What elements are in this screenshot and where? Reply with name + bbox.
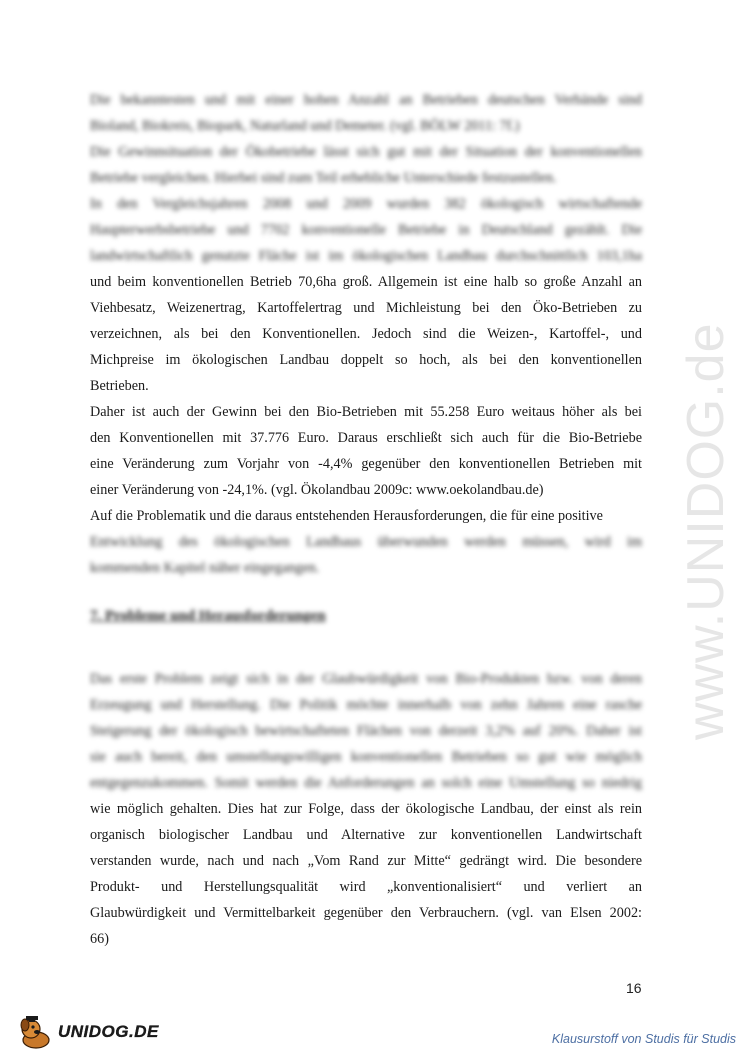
text-line: Daher ist auch der Gewinn bei den Bio-Betrieben mit 55.258 Euro weitaus höher als bei [90, 404, 642, 420]
paragraph-1 [90, 269, 642, 399]
section-heading: 7. Probleme und Herausforderungen [90, 608, 326, 624]
text-line: Haupterwerbsbetriebe und 7702 konventionelle Betriebe in Deutschland gezählt. Die [90, 222, 642, 238]
text-line: einer Veränderung von -24,1%. (vgl. Ökolandbau 2009c: www.oekolandbau.de) [90, 482, 544, 498]
paragraph-3 [90, 796, 642, 952]
text-line: Entwicklung des ökologischen Landbaus überwunden werden müssen, wird im [90, 534, 642, 550]
text-line: entgegenzukommen. Somit werden die Anforderungen an solch eine Umstellung so niedrig [90, 775, 642, 791]
footer-slogan: Klausurstoff von Studis für Studis [551, 1032, 736, 1046]
text-line: Bioland, Biokreis, Biopark, Naturland und Demeter. (vgl. BÖLW 2011: 7f.) [90, 118, 520, 134]
text-line: Die bekanntesten und mit einer hohen Anzahl an Betrieben deutschen Verbände sind [90, 92, 642, 108]
dog-mascot-icon [16, 1016, 56, 1050]
page-number: 16 [626, 980, 642, 996]
text-line: Das erste Problem zeigt sich in der Glaubwürdigkeit von Bio-Produkten bzw. von deren [90, 671, 642, 687]
text-line: wie möglich gehalten. Dies hat zur Folge, dass der ökologische Landbau, der einst als rein [90, 801, 642, 817]
text-line: Glaubwürdigkeit und Vermittelbarkeit gegenüber den Verbrauchern. (vgl. van Elsen 2002: [90, 905, 642, 921]
text-line: organisch biologischer Landbau und Alternative zur konventionellen Landwirtschaft [90, 827, 642, 843]
text-line: In den Vergleichsjahren 2008 und 2009 wurden 382 ökologisch wirtschaftende [90, 196, 642, 212]
paragraph-2 [90, 399, 642, 529]
text-line: landwirtschaftlich genutzte Fläche ist im ökologischen Landbau durchschnittlich 103,1ha [90, 248, 642, 264]
text-line: verstanden wurde, nach und nach „Vom Rand zur Mitte“ gedrängt wird. Die besondere [90, 853, 642, 869]
logo-text: UNIDOG.DE [58, 1022, 159, 1041]
text-line: sie auch bereit, den umstellungswilligen konventionellen Betrieben so gut wie möglich [90, 749, 642, 765]
blurred-lower-block [90, 666, 642, 796]
text-line: eine Veränderung zum Vorjahr von -4,4% gegenüber den konventionellen Betrieben mit [90, 456, 642, 472]
text-line: Michpreise im ökologischen Landbau doppelt so hoch, als bei den konventionellen [90, 352, 642, 368]
unidog-logo [16, 1016, 159, 1050]
text-line: Auf die Problematik und die daraus entstehenden Herausforderungen, die für eine positive [90, 508, 603, 524]
text-line: Steigerung der ökologisch bewirtschafteten Flächen von derzeit 3,2% auf 20%. Daher ist [90, 723, 642, 739]
text-line: 66) [90, 931, 109, 947]
text-line: den Konventionellen mit 37.776 Euro. Daraus erschließt sich auch für die Bio-Betriebe [90, 430, 642, 446]
text-line: Erzeugung und Herstellung. Die Politik möchte innerhalb von zehn Jahren eine rasche [90, 697, 642, 713]
text-line: und beim konventionellen Betrieb 70,6ha groß. Allgemein ist eine halb so große Anzahl an [90, 274, 642, 290]
text-line: Betriebe vergleichen. Hierbei sind zum Teil erhebliche Unterschiede festzustellen. [90, 170, 557, 186]
watermark-text: www.UNIDOG.de [677, 322, 735, 740]
text-line: Die Gewinnsituation der Ökobetriebe lässt sich gut mit der Situation der konventionellen [90, 144, 642, 160]
text-line: Produkt- und Herstellungsqualität wird „konventionalisiert“ und verliert an [90, 879, 642, 895]
text-line: verzeichnen, als bei den Konventionellen. Jedoch sind die Weizen-, Kartoffel-, und [90, 326, 642, 342]
blurred-top-block [90, 87, 642, 269]
text-line: kommenden Kapitel näher eingegangen. [90, 560, 320, 576]
text-line: Betrieben. [90, 378, 149, 394]
blurred-middle-block [90, 529, 642, 581]
text-line: Viehbesatz, Weizenertrag, Kartoffelertrag und Michleistung bei den Öko-Betrieben zu [90, 300, 642, 316]
